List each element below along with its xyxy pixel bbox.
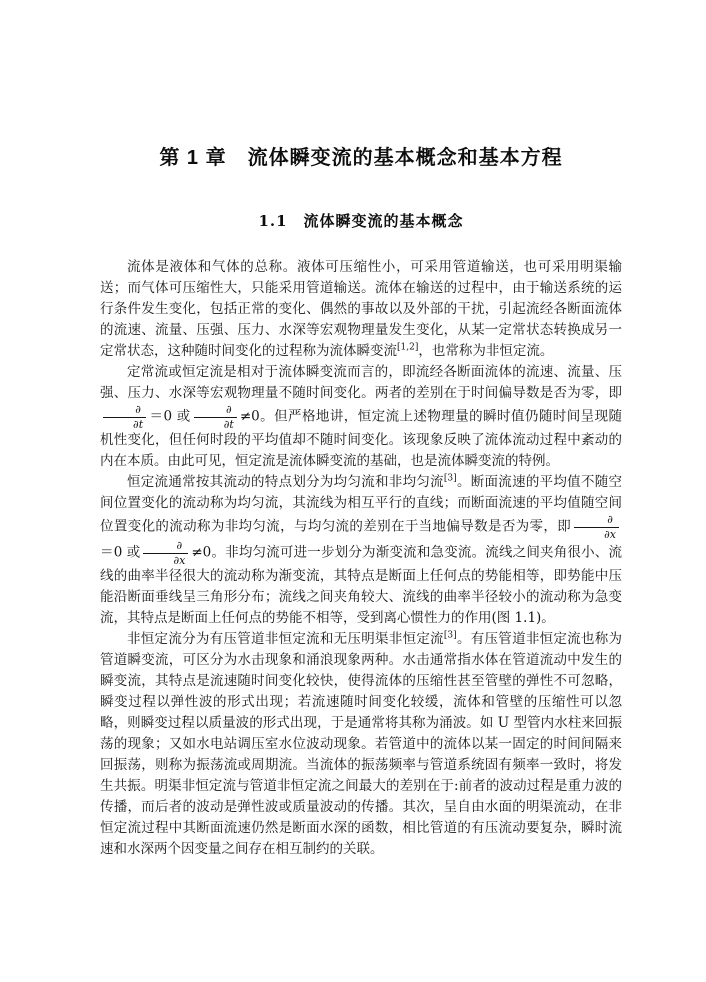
inline-fraction: $\frac{\partial}{\partial x}$ [143, 540, 188, 566]
reference-marker: [3] [443, 630, 457, 641]
reference-marker: [1,2] [397, 342, 419, 353]
paragraph-3: 恒定流通常按其流动的特点划分为均匀流和非均匀流[3]。断面流速的平均值不随空间位置变化的流动称为均匀流，其流线为相互平行的直线；而断面流速的平均值随空间位置变化的流动称为非均匀流，与均匀流的差别在于当地偏导数是否为零，即 $\frac{\partial}{\partial x}$ ＝0 或 $\frac{\partial}{\partial x}$ ≠0。非均匀流可进一步划分为渐变流和急变流。流线之间夹角很小、流线的曲率半径很大的流动称为渐变流，其特点是断面上任何点的势能相等，即势能中压能沿断面垂线呈三角形分布；流线之间夹角较大、流线的曲率半径较小的流动称为急变流，其特点是断面上任何点的势能不相等，受到离心惯性力的作用(图 1.1)。 [100, 473, 623, 627]
paragraph-4: 非恒定流分为有压管道非恒定流和无压明渠非恒定流[3]。有压管道非恒定流也称为管道瞬变流，可区分为水击现象和涌浪现象两种。水击通常指水体在管道流动中发生的瞬变流，其特点是流速随时间变化较快，使得流体的压缩性甚至管壁的弹性不可忽略，瞬变过程以弹性波的形式出现；若流速随时间变化较缓，流体和管壁的压缩性可以忽略，则瞬变过程以质量波的形式出现，于是通常将其称为涌波。如 U 型管内水柱来回振荡的现象；又如水电站调压室水位波动现象。若管道中的流体以某一固定的时间间隔来回振荡，则称为振荡流或周期流。当流体的振荡频率与管道系统固有频率一致时，将发生共振。明渠非恒定流与管道非恒定流之间最大的差别在于:前者的波动过程是重力波的传播，而后者的波动是弹性波或质量波动的传播。其次，呈自由水面的明渠流动，在非恒定流过程中其断面流速仍然是断面水深的函数，相比管道的有压流动要复杂，瞬时流速和水深两个因变量之间存在相互制约的关联。 [100, 630, 623, 858]
inline-fraction: $\frac{\partial}{\partial t}$ [194, 404, 237, 430]
paragraph-2: 定常流或恒定流是相对于流体瞬变流而言的，即流经各断面流体的流速、流量、压强、压力、水深等宏观物理量不随时间变化。两者的差别在于时间偏导数是否为零，即 $\frac{\partial}{\partial t}$ ＝0 或 $\frac{\partial}{\partial t}$ ≠0。但严格地讲，恒定流上述物理量的瞬时值仍随时间呈现随机性变化，但任何时段的平均值却不随时间变化。该现象反映了流体流动过程中紊动的内在本质。由此可见，恒定流是流体瞬变流的基础，也是流体瞬变流的特例。 [100, 364, 622, 470]
section-title: 1.1 流体瞬变流的基本概念 [258, 212, 464, 230]
inline-fraction: $\frac{\partial}{\partial t}$ [103, 404, 146, 430]
chapter-title: 第 1 章 流体瞬变流的基本概念和基本方程 [159, 147, 563, 169]
inline-fraction: $\frac{\partial}{\partial x}$ [574, 514, 619, 540]
body-paragraphs [100, 257, 622, 860]
reference-marker: [3] [443, 473, 457, 484]
paragraph-1: 流体是液体和气体的总称。液体可压缩性小，可采用管道输送，也可采用明渠输送；而气体可压缩性大，只能采用管道输送。流体在输送的过程中，由于输送系统的运行条件发生变化，包括正常的变化、偶然的事故以及外部的干扰，引起流经各断面流体的流速、流量、压强、压力、水深等宏观物理量发生变化，从某一定常状态转换成另一定常状态，这种随时间变化的过程称为流体瞬变流[1,2]，也常称为非恒定流。 [100, 259, 622, 359]
